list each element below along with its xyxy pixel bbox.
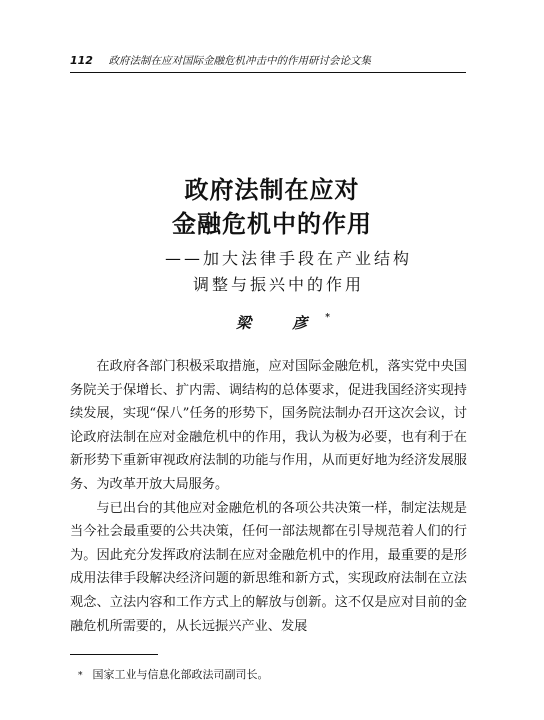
- article-body: [70, 355, 467, 638]
- footnote: [78, 668, 269, 683]
- footnote-marker: *: [78, 671, 83, 681]
- footnote-text: 国家工业与信息化部政法司副司长。: [92, 668, 269, 681]
- article-title-line-2: 金融危机中的作用: [172, 209, 372, 238]
- body-paragraph-1: 在政府各部门积极采取措施，应对国际金融危机，落实党中央国务院关于保增长、扩内需、调结构的总体要求，促进我国经济实现持续发展，实现“保八”任务的形势下，国务院法制办召开这次会议，讨论政府法制在应对金融危机中的作用，我认为极为必要，也有利于在新形势下重新审视政府法制的功能与作用，从而更好地为经济发展服务、为改革开放大局服务。: [70, 359, 467, 492]
- running-title: 政府法制在应对国际金融危机冲击中的作用研讨会论文集: [108, 55, 371, 67]
- footnote-divider: [70, 654, 158, 655]
- page-number: 112: [70, 54, 93, 67]
- author-footnote-marker: *: [325, 313, 330, 323]
- author-line: [236, 312, 330, 333]
- article-title-line-1: 政府法制在应对: [184, 175, 360, 204]
- body-paragraph-2: 与已出台的其他应对金融危机的各项公共决策一样，制定法规是当今社会最重要的公共决策，任何一部法规都在引导规范着人们的行为。因此充分发挥政府法制在应对金融危机中的作用，最重要的是形成用法律手段解决经济问题的新思维和新方式，实现政府法制在立法观念、立法内容和工作方式上的解放与创新。这不仅是应对目前的金融危机所需要的，从长远振兴产业、发展: [70, 500, 467, 634]
- article-subtitle-line-2: 调整与振兴中的作用: [193, 275, 365, 294]
- running-header: [70, 52, 466, 73]
- author-name: 梁 彦: [236, 314, 326, 332]
- article-subtitle-line-1: ——加大法律手段在产业结构: [165, 249, 413, 268]
